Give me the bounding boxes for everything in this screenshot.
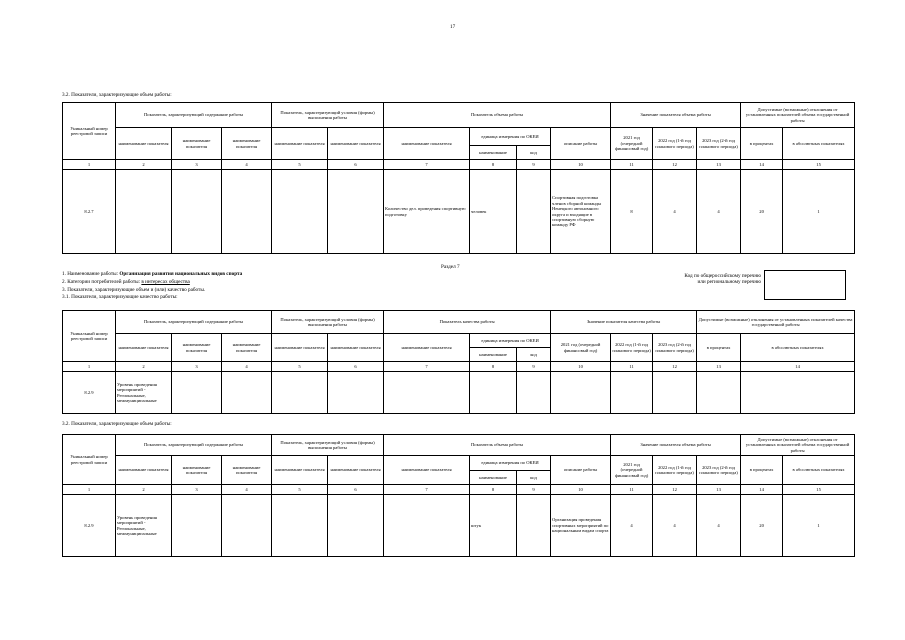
col-num: 14 bbox=[741, 485, 783, 495]
cell-content: Уровень проведения мероприятий - Региональные, межмуниципальные bbox=[116, 372, 172, 414]
col-num: 2 bbox=[116, 485, 172, 495]
col-num: 9 bbox=[517, 485, 551, 495]
cell-v2023: 4 bbox=[697, 170, 741, 254]
hdr-content: Показатель, характеризующий содержание работы bbox=[116, 103, 272, 128]
cell-empty bbox=[222, 495, 272, 557]
hdr-pct: в процентах bbox=[741, 128, 783, 160]
quality-table bbox=[62, 310, 855, 414]
hdr-y2022: 2022 год (1-й год планового периода) bbox=[653, 456, 697, 485]
col-num: 14 bbox=[741, 160, 783, 170]
cell-empty bbox=[470, 372, 517, 414]
hdr-value: Значение показателя объема работы bbox=[611, 435, 741, 456]
code-label: Код по общероссийскому перечню или региональному перечню bbox=[684, 273, 761, 286]
hdr-okei-name: наименование bbox=[470, 471, 517, 485]
col-num: 8 bbox=[470, 362, 517, 372]
col-num: 11 bbox=[611, 160, 653, 170]
work-name-line bbox=[62, 271, 242, 277]
hdr-okei-name: наименование bbox=[470, 146, 517, 160]
col-num: 4 bbox=[222, 160, 272, 170]
col-num: 15 bbox=[783, 485, 855, 495]
hdr-name-ind: наименование показателя bbox=[116, 128, 172, 160]
col-num: 12 bbox=[653, 362, 697, 372]
hdr-y2021: 2021 год (очередной финансовый год) bbox=[611, 456, 653, 485]
section-title-volume: 3.2. Показатели, характеризующие объем работы: bbox=[62, 92, 172, 98]
hdr-y2023: 2023 год (2-й год планового периода) bbox=[697, 456, 741, 485]
hdr-y2023: 2023 год (2-й год планового периода) bbox=[697, 128, 741, 160]
hdr-name-ind: наименование показателя bbox=[384, 334, 470, 362]
hdr-unique: Уникальный номер реестровой записи bbox=[63, 435, 116, 485]
cell-v2023: 4 bbox=[697, 495, 741, 557]
col-num: 10 bbox=[551, 485, 611, 495]
col-num: 6 bbox=[328, 160, 384, 170]
cell-empty bbox=[517, 170, 551, 254]
cell-desc: Организация проведения спортивных мероприятий по национальным видам спорта bbox=[551, 495, 611, 557]
hdr-y2023: 2023 год (2-й год планового периода) bbox=[653, 334, 697, 362]
hdr-deviation: Допустимые (возможные) отклонения от установленных показателей качества государственной работы bbox=[697, 311, 855, 334]
hdr-name-ind: наименование показателя bbox=[328, 456, 384, 485]
hdr-name-ind: наименование показателя bbox=[272, 128, 328, 160]
table-row bbox=[63, 170, 855, 254]
section-title-volume: 3.2. Показатели, характеризующие объем работы: bbox=[62, 421, 172, 427]
work-name-label: 1. Наименование работы: bbox=[62, 271, 119, 277]
col-num: 11 bbox=[611, 485, 653, 495]
col-num: 4 bbox=[222, 485, 272, 495]
cell-empty bbox=[222, 170, 272, 254]
work-name-value: Организация развития национальных видов спорта bbox=[119, 271, 243, 277]
col-num: 11 bbox=[611, 362, 653, 372]
hdr-deviation: Допустимые (возможные) отклонения от установленных показателей объема государственной работы bbox=[741, 435, 855, 456]
cell-empty bbox=[222, 372, 272, 414]
cell-indicator: Количество дел. проведения спортивную подготовку bbox=[384, 170, 470, 254]
hdr-conditions: Показатель, характеризующий условия (формы) выполнения работы bbox=[272, 311, 384, 334]
col-num: 10 bbox=[551, 160, 611, 170]
hdr-abs: в абсолютных показателях bbox=[741, 334, 855, 362]
col-num: 9 bbox=[517, 160, 551, 170]
col-num: 2 bbox=[116, 362, 172, 372]
hdr-name-ind: наименование показателя bbox=[222, 334, 272, 362]
volume-table-1 bbox=[62, 102, 855, 254]
hdr-okei: единица измерения по ОКЕИ bbox=[470, 456, 551, 471]
hdr-name-ind: наименование показателя bbox=[116, 334, 172, 362]
cell-pct: 20 bbox=[741, 170, 783, 254]
consumers-value: в интересах общества bbox=[141, 279, 190, 285]
cell-pct: 20 bbox=[741, 495, 783, 557]
cell-empty bbox=[384, 372, 470, 414]
col-num: 7 bbox=[384, 160, 470, 170]
hdr-okei-code: код bbox=[517, 471, 551, 485]
cell-abs: 1 bbox=[783, 495, 855, 557]
col-num: 3 bbox=[172, 362, 222, 372]
cell-v2022: 4 bbox=[653, 170, 697, 254]
hdr-y2022: 2022 год (1-й год планового периода) bbox=[653, 128, 697, 160]
cell-v2021: 8 bbox=[611, 170, 653, 254]
hdr-content: Показатель, характеризующий содержание работы bbox=[116, 435, 272, 456]
hdr-quality: Показатель качества работы bbox=[384, 311, 551, 334]
hdr-abs: в абсолютных показателях bbox=[783, 128, 855, 160]
cell-desc: Спортивная подготовка членов сборной команды Ненецкого автономного округа и входящие в спортивную сборную команду РФ bbox=[551, 170, 611, 254]
hdr-y2021: 2021 год (очередной финансовый год) bbox=[611, 128, 653, 160]
quality-line: 3.1. Показатели, характеризующие качество работы: bbox=[62, 294, 178, 300]
col-num: 13 bbox=[697, 160, 741, 170]
hdr-desc: описание работы bbox=[551, 128, 611, 160]
col-num: 9 bbox=[517, 362, 551, 372]
hdr-okei-name: наименование bbox=[470, 348, 517, 362]
col-num: 8 bbox=[470, 485, 517, 495]
cell-empty bbox=[172, 372, 222, 414]
indicators-line: 3. Показатели, характеризующие объем и (или) качество работы. bbox=[62, 287, 206, 293]
consumers-label: 2. Категории потребителей работы: bbox=[62, 279, 141, 285]
hdr-unique: Уникальный номер реестровой записи bbox=[63, 311, 116, 362]
col-num: 2 bbox=[116, 160, 172, 170]
hdr-value: Значение показателя качества работы bbox=[551, 311, 697, 334]
hdr-unique: Уникальный номер реестровой записи bbox=[63, 103, 116, 160]
cell-content: Уровень проведения мероприятий - Региональные, межмуниципальные bbox=[116, 495, 172, 557]
hdr-abs: в абсолютных показателях bbox=[783, 456, 855, 485]
col-num: 1 bbox=[63, 485, 116, 495]
hdr-name-ind: наименование показателя bbox=[272, 334, 328, 362]
cell-empty bbox=[697, 372, 741, 414]
hdr-conditions: Показатель, характеризующий условия (формы) выполнения работы bbox=[272, 103, 384, 128]
hdr-name-ind: наименование показателя bbox=[222, 128, 272, 160]
col-num: 14 bbox=[741, 362, 855, 372]
cell-empty bbox=[116, 170, 172, 254]
cell-empty bbox=[611, 372, 653, 414]
page-number: 17 bbox=[450, 24, 456, 30]
hdr-name-ind: наименование показателя bbox=[172, 128, 222, 160]
hdr-pct: в процентах bbox=[697, 334, 741, 362]
cell-empty bbox=[328, 372, 384, 414]
hdr-pct: в процентах bbox=[741, 456, 783, 485]
section-heading: Раздел 7 bbox=[441, 264, 460, 270]
hdr-name-ind: наименование показателя bbox=[172, 456, 222, 485]
cell-empty bbox=[172, 495, 222, 557]
hdr-volume: Показатель объема работы bbox=[384, 435, 611, 456]
code-box bbox=[764, 270, 846, 300]
hdr-name-ind: наименование показателя bbox=[384, 128, 470, 160]
col-num: 5 bbox=[272, 485, 328, 495]
cell-empty bbox=[653, 372, 697, 414]
cell-unit: человек bbox=[470, 170, 517, 254]
col-num: 8 bbox=[470, 160, 517, 170]
hdr-name-ind: наименование показателя bbox=[384, 456, 470, 485]
hdr-okei-code: код bbox=[517, 348, 551, 362]
col-num: 13 bbox=[697, 485, 741, 495]
col-num: 6 bbox=[328, 362, 384, 372]
cell-unit: штук bbox=[470, 495, 517, 557]
col-num: 6 bbox=[328, 485, 384, 495]
hdr-okei: единица измерения по ОКЕИ bbox=[470, 128, 551, 146]
cell-id: 8.2.9 bbox=[63, 495, 116, 557]
consumers-line bbox=[62, 279, 190, 285]
cell-v2022: 4 bbox=[653, 495, 697, 557]
cell-id: 8.2.7 bbox=[63, 170, 116, 254]
cell-empty bbox=[272, 372, 328, 414]
cell-abs: 1 bbox=[783, 170, 855, 254]
hdr-name-ind: наименование показателя bbox=[222, 456, 272, 485]
cell-empty bbox=[517, 495, 551, 557]
hdr-name-ind: наименование показателя bbox=[272, 456, 328, 485]
volume-table-2 bbox=[62, 434, 855, 557]
cell-empty bbox=[384, 495, 470, 557]
col-num: 13 bbox=[697, 362, 741, 372]
hdr-deviation: Допустимые (возможные) отклонения от установленных показателей объема государственной работы bbox=[741, 103, 855, 128]
hdr-name-ind: наименование показателя bbox=[172, 334, 222, 362]
col-num: 15 bbox=[783, 160, 855, 170]
cell-empty bbox=[551, 372, 611, 414]
cell-v2021: 4 bbox=[611, 495, 653, 557]
cell-empty bbox=[328, 170, 384, 254]
hdr-name-ind: наименование показателя bbox=[328, 334, 384, 362]
cell-id: 8.2.9 bbox=[63, 372, 116, 414]
hdr-conditions: Показатель, характеризующий условия (формы) выполнения работы bbox=[272, 435, 384, 456]
cell-empty bbox=[328, 495, 384, 557]
table-row bbox=[63, 372, 855, 414]
table-row bbox=[63, 495, 855, 557]
col-num: 1 bbox=[63, 362, 116, 372]
col-num: 1 bbox=[63, 160, 116, 170]
col-num: 7 bbox=[384, 485, 470, 495]
cell-empty bbox=[272, 495, 328, 557]
hdr-volume: Показатель объема работы bbox=[384, 103, 611, 128]
cell-empty bbox=[172, 170, 222, 254]
col-num: 3 bbox=[172, 485, 222, 495]
cell-empty bbox=[741, 372, 855, 414]
col-num: 7 bbox=[384, 362, 470, 372]
hdr-name-ind: наименование показателя bbox=[328, 128, 384, 160]
hdr-okei-code: код bbox=[517, 146, 551, 160]
hdr-name-ind: наименование показателя bbox=[116, 456, 172, 485]
hdr-y2021: 2021 год (очередной финансовый год) bbox=[551, 334, 611, 362]
col-num: 12 bbox=[653, 485, 697, 495]
hdr-content: Показатель, характеризующий содержание работы bbox=[116, 311, 272, 334]
hdr-okei: единица измерения по ОКЕИ bbox=[470, 334, 551, 348]
col-num: 10 bbox=[551, 362, 611, 372]
col-num: 5 bbox=[272, 362, 328, 372]
hdr-value: Значение показателя объема работы bbox=[611, 103, 741, 128]
cell-empty bbox=[517, 372, 551, 414]
cell-empty bbox=[272, 170, 328, 254]
hdr-y2022: 2022 год (1-й год планового периода) bbox=[611, 334, 653, 362]
col-num: 5 bbox=[272, 160, 328, 170]
col-num: 12 bbox=[653, 160, 697, 170]
col-num: 4 bbox=[222, 362, 272, 372]
hdr-desc: описание работы bbox=[551, 456, 611, 485]
col-num: 3 bbox=[172, 160, 222, 170]
